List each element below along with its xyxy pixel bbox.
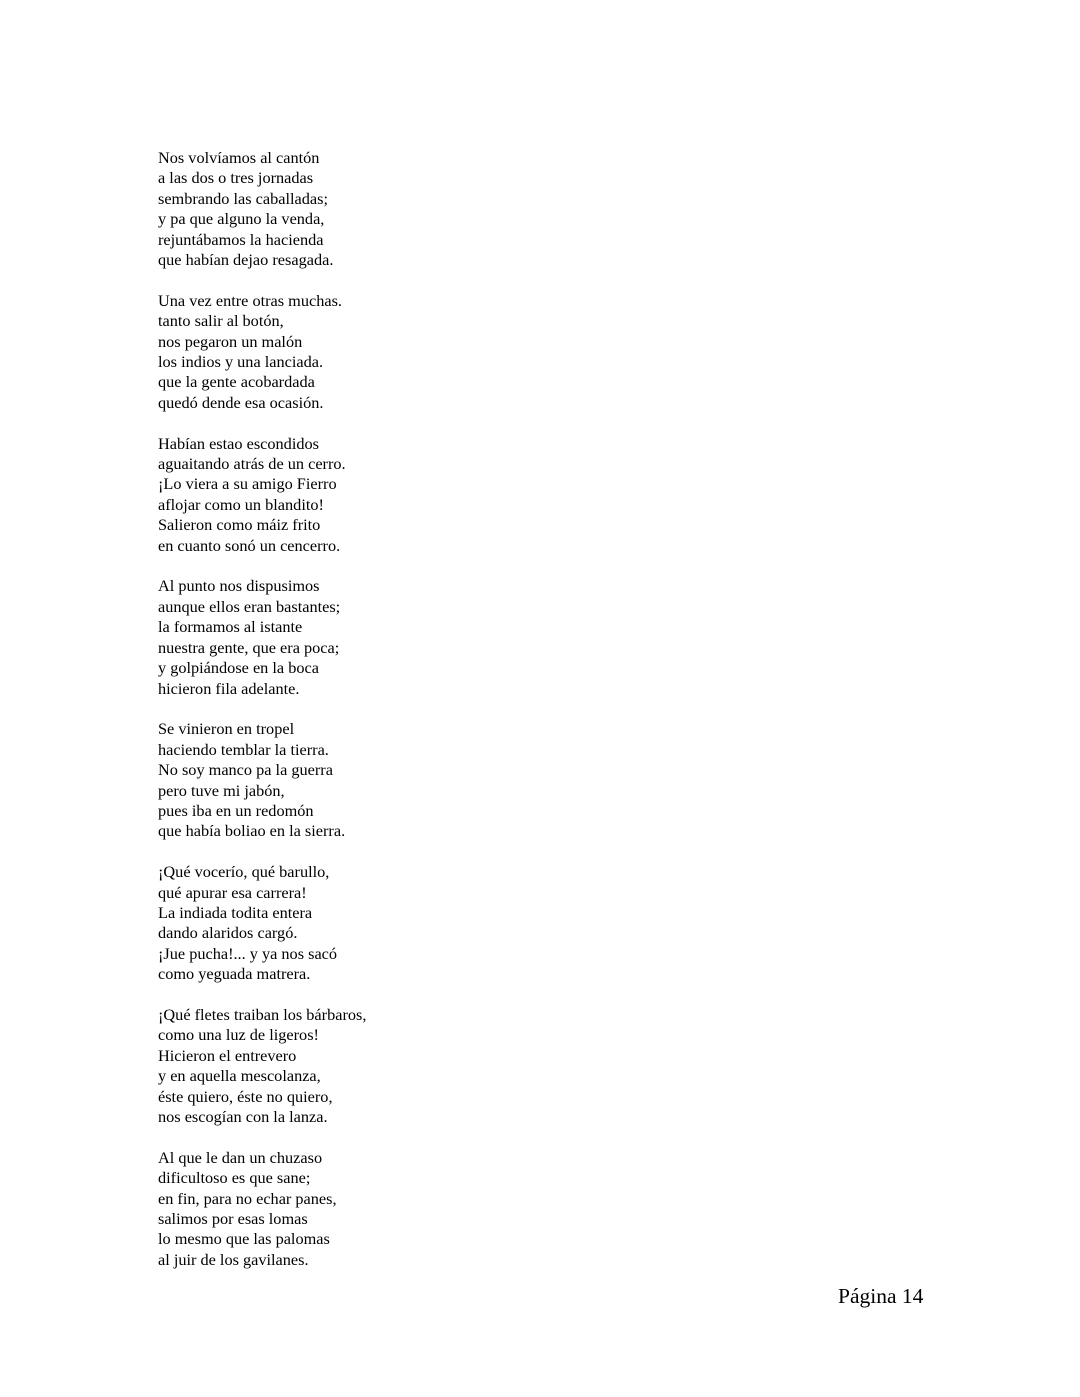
verse-line: nuestra gente, que era poca; bbox=[158, 637, 340, 657]
verse-line: y pa que alguno la venda, bbox=[158, 209, 325, 229]
verse-line: salimos por esas lomas bbox=[158, 1209, 308, 1229]
verse-line: ¡Lo viera a su amigo Fierro bbox=[158, 474, 337, 494]
verse-line: al juir de los gavilanes. bbox=[158, 1249, 309, 1269]
stanza bbox=[158, 719, 366, 841]
verse-line: que habían dejao resagada. bbox=[158, 250, 334, 270]
stanza bbox=[158, 1005, 366, 1127]
verse-line: dando alaridos cargó. bbox=[158, 923, 298, 943]
verse-line: éste quiero, éste no quiero, bbox=[158, 1086, 333, 1106]
stanza bbox=[158, 434, 366, 556]
verse-line: y en aquella mescolanza, bbox=[158, 1066, 321, 1086]
verse-line: La indiada todita entera bbox=[158, 902, 313, 922]
stanza bbox=[158, 576, 366, 698]
verse-line: aunque ellos eran bastantes; bbox=[158, 596, 341, 616]
verse-line: pues iba en un redomón bbox=[158, 800, 314, 820]
verse-line: como una luz de ligeros! bbox=[158, 1025, 319, 1045]
verse-line: hicieron fila adelante. bbox=[158, 678, 300, 698]
stanza bbox=[158, 291, 366, 413]
poem-body bbox=[158, 148, 366, 1291]
verse-line: ¡Jue pucha!... y ya nos sacó bbox=[158, 943, 338, 963]
verse-line: Al punto nos dispusimos bbox=[158, 576, 320, 596]
verse-line: ¡Qué fletes traiban los bárbaros, bbox=[158, 1004, 367, 1024]
verse-line: dificultoso es que sane; bbox=[158, 1168, 311, 1188]
verse-line: como yeguada matrera. bbox=[158, 964, 311, 984]
verse-line: Nos volvíamos al cantón bbox=[158, 148, 320, 167]
verse-line: a las dos o tres jornadas bbox=[158, 168, 314, 188]
verse-line: sembrando las caballadas; bbox=[158, 188, 328, 208]
verse-line: qué apurar esa carrera! bbox=[158, 882, 307, 902]
verse-line: nos escogían con la lanza. bbox=[158, 1107, 328, 1126]
verse-line: No soy manco pa la guerra bbox=[158, 760, 333, 780]
stanza bbox=[158, 862, 366, 984]
verse-line: nos pegaron un malón bbox=[158, 331, 303, 351]
verse-line: aguaitando atrás de un cerro. bbox=[158, 454, 346, 474]
verse-line: tanto salir al botón, bbox=[158, 311, 284, 331]
verse-line: Salieron como máiz frito bbox=[158, 515, 321, 535]
verse-line: en fin, para no echar panes, bbox=[158, 1188, 337, 1208]
verse-line: Se vinieron en tropel bbox=[158, 719, 295, 739]
verse-line: que la gente acobardada bbox=[158, 372, 315, 392]
stanza bbox=[158, 1148, 366, 1270]
verse-line: Una vez entre otras muchas. bbox=[158, 290, 342, 310]
verse-line: y golpiándose en la boca bbox=[158, 658, 319, 678]
verse-line: quedó dende esa ocasión. bbox=[158, 392, 324, 412]
stanza bbox=[158, 148, 366, 270]
verse-line: que había boliao en la sierra. bbox=[158, 821, 346, 841]
verse-line: Al que le dan un chuzaso bbox=[158, 1147, 323, 1167]
verse-line: pero tuve mi jabón, bbox=[158, 780, 285, 800]
verse-line: lo mesmo que las palomas bbox=[158, 1229, 330, 1249]
verse-line: en cuanto sonó un cencerro. bbox=[158, 535, 341, 555]
verse-line: haciendo temblar la tierra. bbox=[158, 739, 329, 759]
page-number: Página 14 bbox=[838, 1284, 924, 1308]
verse-line: la formamos al istante bbox=[158, 617, 303, 637]
verse-line: rejuntábamos la hacienda bbox=[158, 229, 324, 249]
verse-line: ¡Qué vocerío, qué barullo, bbox=[158, 862, 330, 882]
verse-line: los indios y una lanciada. bbox=[158, 352, 324, 372]
verse-line: aflojar como un blandito! bbox=[158, 494, 324, 514]
verse-line: Hicieron el entrevero bbox=[158, 1045, 297, 1065]
verse-line: Habían estao escondidos bbox=[158, 433, 319, 453]
